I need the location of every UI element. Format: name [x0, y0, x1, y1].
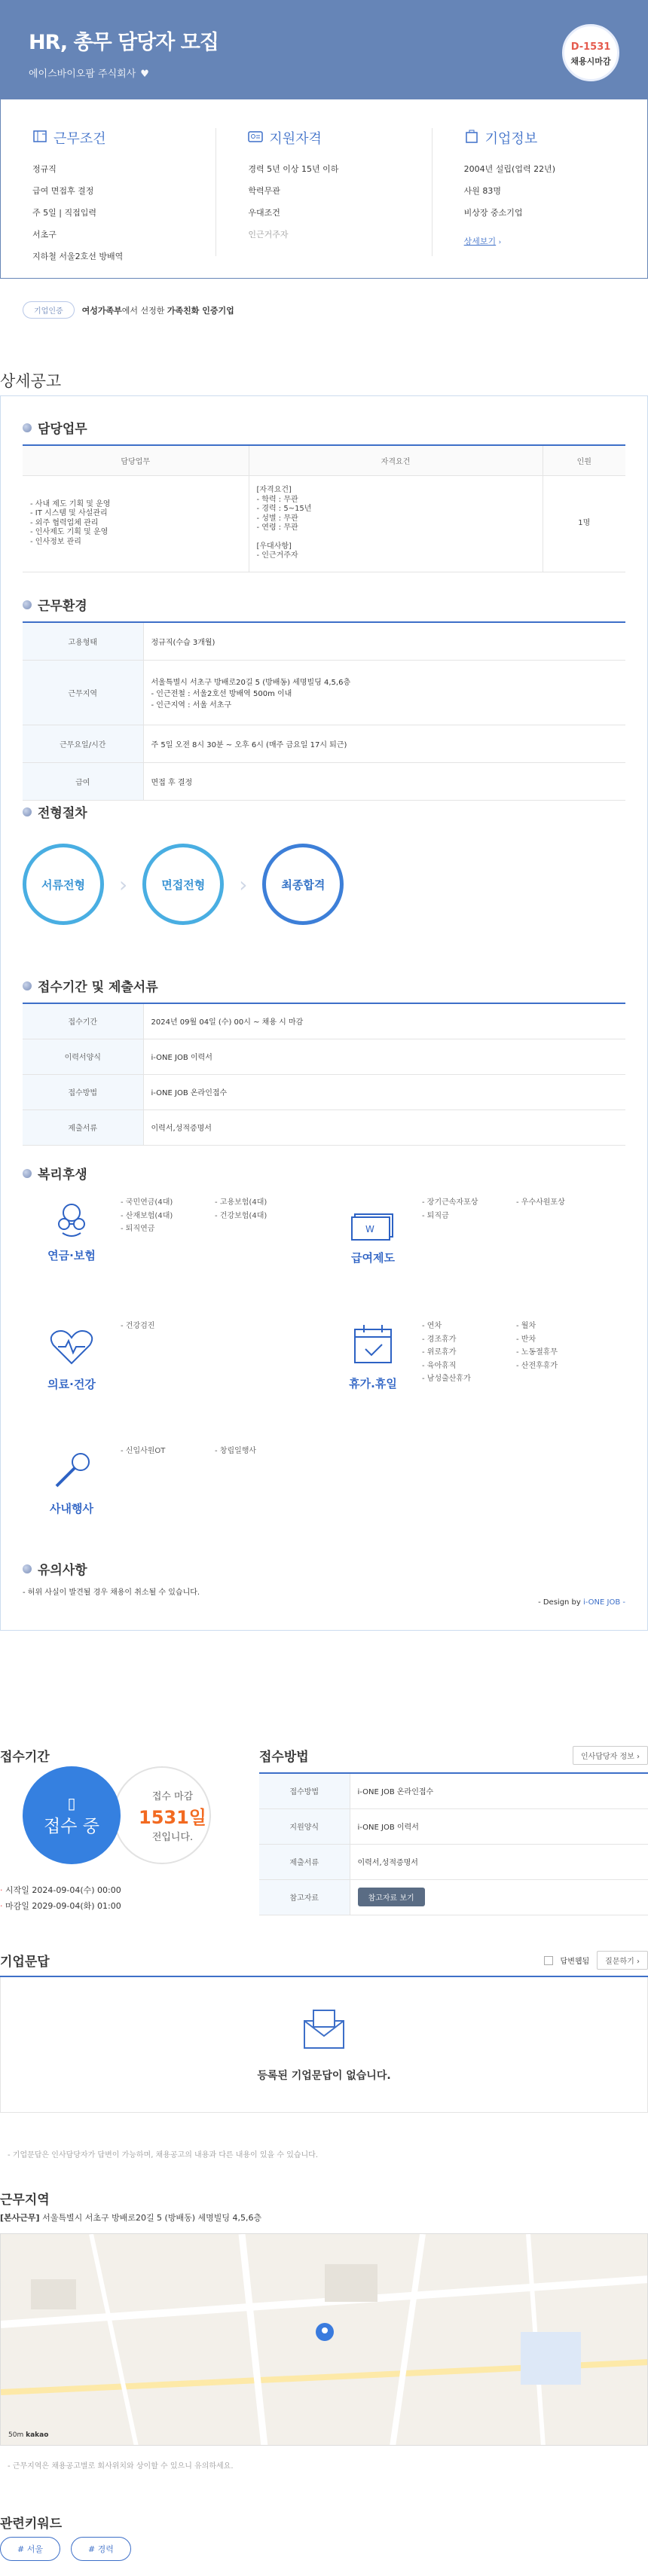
qa-section: 기업문답 답변웹됨 질문하기 › 등록된 기업문답이 없습니다. — [0, 1951, 648, 2113]
apply-key: 제출서류 — [23, 1109, 143, 1145]
welfare-event: 사내행사 — [41, 1450, 102, 1516]
bullet-icon — [23, 1169, 32, 1178]
deadline-circle: 접수 마감 1531일 전입니다. — [113, 1766, 211, 1864]
qualification-extra: 인근거주자 — [248, 230, 289, 240]
welfare-list: - 고용보험(4대) - 건강보험(4대) — [215, 1198, 267, 1220]
condition-item: 주 5일 | 직접입력 — [32, 208, 96, 218]
welfare-pension: 연금·보험 — [41, 1201, 102, 1263]
location-title: 근무지역 — [0, 2193, 50, 2208]
company-info-item: 비상장 중소기업 — [463, 208, 523, 218]
hr-contact-button[interactable]: 인사담당자 정보 › — [573, 1746, 648, 1765]
duty-requirements-cell: [자격요건] - 학력 : 무관 - 경력 : 5~15년 - 성별 : 무관 - 연령 : 무관 [우대사항] - 인근거주자 — [249, 475, 543, 572]
welfare-pay: W 급여제도 — [343, 1205, 403, 1265]
duty-header: 자격요건 — [249, 445, 543, 475]
environment-heading: 근무환경 — [23, 595, 625, 621]
process-step: 서류전형 — [23, 844, 104, 925]
dday-count: D-1531 — [570, 41, 611, 53]
company-info-heading: 기업정보 — [464, 128, 616, 148]
environment-table — [23, 621, 625, 801]
qualification-column — [216, 128, 432, 256]
qa-note: - 기업문답은 인사담당자가 답변이 가능하며, 채용공고의 내용과 다른 내용이 있을 수 있습니다. — [8, 2151, 319, 2159]
apply-key: 이력서양식 — [23, 1039, 143, 1074]
status-text: 접수 중 — [44, 1816, 99, 1836]
period-title: 접수기간 — [0, 1750, 50, 1765]
keyword-tag[interactable]: # 서울 — [0, 2537, 60, 2561]
duty-count: 1명 — [543, 475, 625, 572]
job-title: HR, 총무 담당자 모집 — [29, 31, 219, 54]
welfare-heading: 복리후생 — [23, 1164, 625, 1190]
condition-item: 급여 면접후 결정 — [32, 186, 94, 196]
condition-item: 서초구 — [32, 230, 57, 240]
company-info-item: 사원 83명 — [463, 186, 502, 196]
deadline-days: 1531일 — [139, 1806, 206, 1828]
duty-header: 인원 — [543, 445, 625, 475]
welfare-list: - 창립일행사 — [215, 1447, 257, 1455]
caution-heading: 유의사항 — [23, 1559, 625, 1586]
apply-key: 접수방법 — [23, 1074, 143, 1109]
env-value: 면접 후 결정 — [143, 762, 625, 800]
reference-button[interactable]: 참고자료 보기 — [358, 1888, 425, 1906]
map-scale: 50m kakao — [8, 2431, 49, 2439]
heart-pulse-icon — [47, 1326, 96, 1368]
env-key: 고용형태 — [23, 622, 143, 660]
welfare-medical: 의료·건강 — [41, 1326, 102, 1392]
heart-icon[interactable]: ♥ — [140, 69, 149, 80]
method-table: 접수방법 i-ONE JOB 온라인접수 지원양식 i-ONE JOB 이력서 제출서류 이력서,성적증명서 참고자료 참고자료 보기 — [259, 1772, 648, 1915]
company-icon — [464, 130, 479, 147]
env-key: 근무지역 — [23, 660, 143, 725]
company-detail-link[interactable]: 상세보기 — [463, 237, 497, 246]
qa-title: 기업문답 — [0, 1955, 50, 1970]
qualification-item: 우대조건 — [248, 208, 280, 218]
dday-status: 채용시마감 — [570, 56, 611, 66]
detail-title: 상세공고 — [0, 372, 62, 390]
welfare-list: - 장기근속자포상 - 퇴직금 — [422, 1198, 478, 1220]
duty-header: 담당업무 — [23, 445, 249, 475]
qualification-item: 학력무관 — [248, 186, 280, 196]
apply-value: 이력서,성적증명서 — [143, 1109, 625, 1145]
env-key: 근무요일/시간 — [23, 725, 143, 762]
cert-badge: 기업인증 — [23, 301, 75, 319]
duty-heading: 담당업무 — [23, 418, 625, 444]
location-address: [본사근무] 서울특별시 서초구 방배로20길 5 (방배동) 세명빌딩 4,5,6층 — [0, 2213, 262, 2223]
conditions-heading: 근무조건 — [32, 128, 184, 148]
environment-section — [23, 595, 625, 801]
welfare-section — [23, 1164, 625, 1190]
period-dates: · 시작일 2024-09-04(수) 00:00 · 마감일 2029-09-04(화) 01:00 — [0, 1885, 121, 1911]
keyword-tag[interactable]: # 경력 — [71, 2537, 131, 2561]
book-icon: ▯ — [67, 1793, 76, 1812]
company-name-row — [29, 66, 619, 80]
process-step: 면접전형 — [142, 844, 224, 925]
calendar-icon — [350, 1322, 396, 1367]
process-heading: 전형절차 — [23, 802, 625, 829]
qualification-heading: 지원자격 — [248, 128, 399, 148]
company-info-column — [433, 128, 647, 256]
welfare-list: - 신입사원OT — [121, 1447, 166, 1455]
chevron-right-icon: › — [239, 871, 248, 897]
qa-empty: 등록된 기업문답이 없습니다. — [0, 1977, 648, 2113]
company-info-item: 2004년 설립(업력 22년) — [463, 164, 555, 174]
job-summary — [0, 99, 648, 279]
welfare-list: - 건강검진 — [121, 1322, 155, 1330]
duty-tasks-cell: - 사내 제도 기획 및 운영 - IT 시스템 및 사설관리 - 외주 협력업체 관리 - 인사제도 기획 및 운영 - 인사정보 관리 — [23, 475, 249, 572]
apply-info-heading: 접수기간 및 제출서류 — [23, 976, 625, 1003]
bullet-icon — [23, 1564, 32, 1573]
process-step: 최종합격 — [262, 844, 344, 925]
caution-section — [23, 1559, 625, 1597]
money-icon — [349, 1205, 397, 1241]
duty-table — [23, 444, 625, 572]
dday-badge — [562, 24, 619, 81]
method-title: 접수방법 — [259, 1750, 309, 1765]
chevron-right-icon[interactable]: › — [498, 239, 502, 246]
building-icon — [32, 130, 47, 147]
duty-section — [23, 418, 625, 572]
apply-method — [259, 1746, 648, 1915]
keyword-list — [0, 2537, 131, 2561]
caution-text: - 허위 사실이 발견될 경우 채용이 취소될 수 있습니다. — [23, 1589, 200, 1597]
bullet-icon — [23, 423, 32, 432]
process-section — [23, 802, 625, 925]
env-value: 주 5일 오전 8시 30분 ~ 오후 6시 (매주 금요일 17시 퇴근) — [143, 725, 625, 762]
microphone-icon — [49, 1450, 94, 1492]
bullet-icon — [23, 981, 32, 990]
env-key: 급여 — [23, 762, 143, 800]
apply-info-section — [23, 976, 625, 1146]
location-note: - 근무지역은 채용공고별로 회사위치와 상이할 수 있으니 유의하세요. — [8, 2462, 234, 2471]
apply-info-table — [23, 1003, 625, 1146]
cert-text: 여성가족부에서 선정한 가족친화 인증기업 — [81, 305, 234, 316]
welfare-list: - 우수사원포상 — [516, 1198, 565, 1207]
answered-checkbox[interactable] — [544, 1956, 553, 1965]
conditions-column — [1, 128, 216, 261]
welfare-list: - 연차 - 경조휴가 - 위로휴가 - 육아휴직 - 남성출산휴가 — [422, 1322, 471, 1383]
glasses-icon — [49, 1201, 94, 1239]
mail-icon — [300, 2007, 348, 2053]
svg-text:W: W — [365, 1224, 374, 1235]
location-map[interactable] — [0, 2233, 648, 2446]
job-header — [0, 0, 648, 99]
ask-question-button[interactable]: 질문하기 › — [597, 1951, 648, 1970]
env-value: 서울특별시 서초구 방배로20길 5 (방배동) 세명빌딩 4,5,6층 - 인근전철 : 서울2호선 방배역 500m 이내 - 인근지역 : 서울 서초구 — [143, 660, 625, 725]
status-circle — [23, 1766, 121, 1864]
welfare-list: - 월차 - 반차 - 노동절휴무 - 산전후휴가 — [516, 1322, 558, 1370]
qualification-item: 경력 5년 이상 15년 이하 — [248, 164, 339, 174]
apply-value: 2024년 09월 04일 (수) 00시 ~ 채용 시 마감 — [143, 1003, 625, 1039]
condition-item: 정규직 — [32, 164, 57, 174]
env-value: 정규직(수습 3개월) — [143, 622, 625, 660]
welfare-holiday: 휴가.휴일 — [343, 1322, 403, 1391]
id-card-icon — [248, 130, 263, 147]
welfare-list: - 국민연금(4대) - 산재보험(4대) - 퇴직연금 — [121, 1198, 173, 1233]
chevron-right-icon: › — [119, 871, 128, 897]
apply-key: 접수기간 — [23, 1003, 143, 1039]
bullet-icon — [23, 807, 32, 816]
bullet-icon — [23, 600, 32, 609]
certification-row — [23, 301, 234, 319]
design-credit: - Design by i-ONE JOB - — [538, 1598, 625, 1607]
apply-value: i-ONE JOB 이력서 — [143, 1039, 625, 1074]
keywords-title: 관련키워드 — [0, 2516, 63, 2532]
condition-item: 지하철 서울2호선 방배역 — [32, 252, 124, 261]
company-name[interactable]: 에이스바이오팜 주식회사 — [29, 69, 136, 80]
apply-value: i-ONE JOB 온라인접수 — [143, 1074, 625, 1109]
